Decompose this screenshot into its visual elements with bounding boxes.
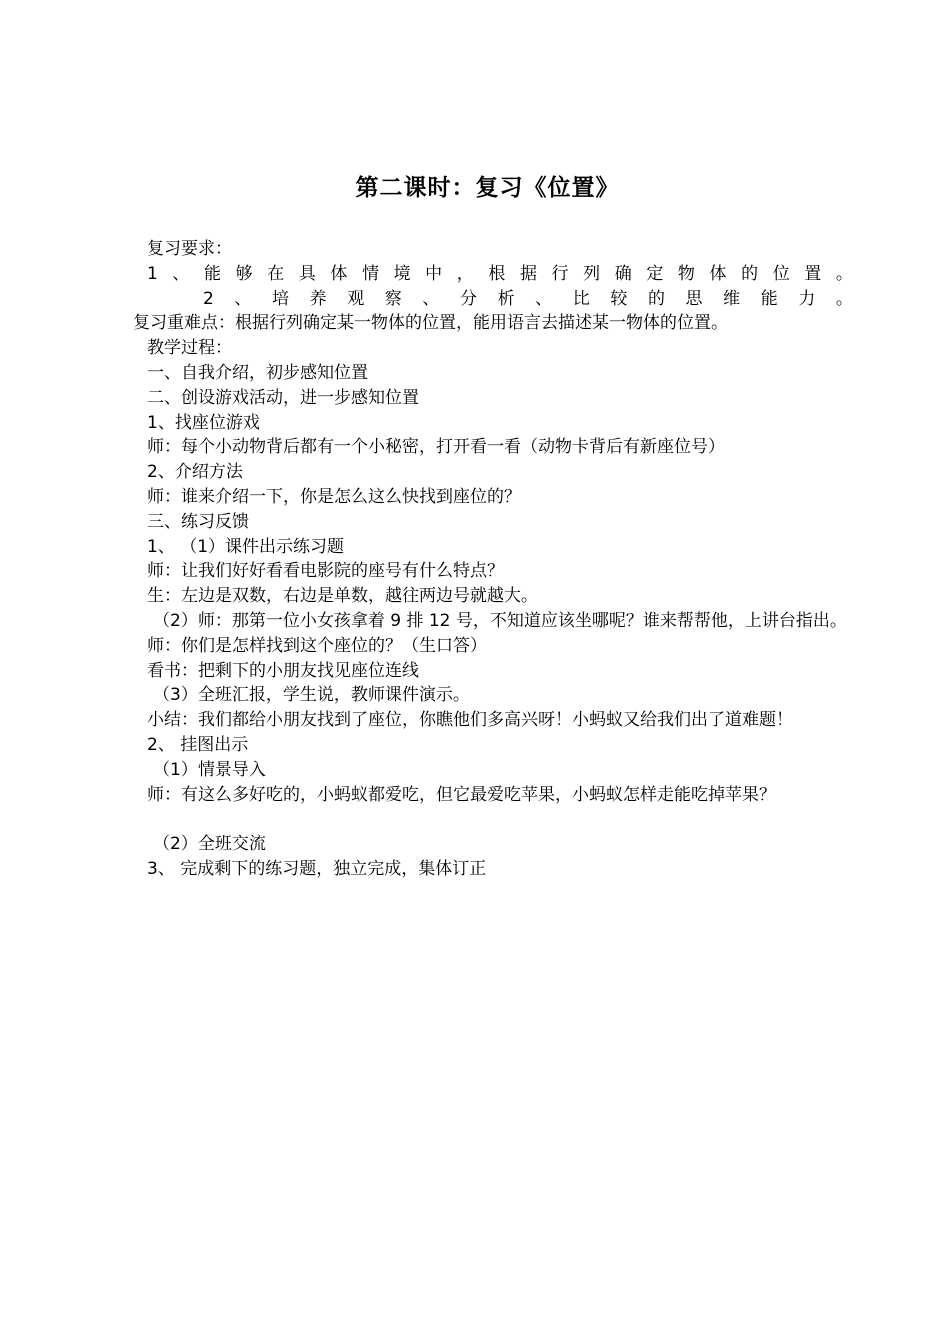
section-3-item-1-part-3: （3）全班汇报，学生说，教师课件演示。 (153, 685, 470, 706)
section-2-item-1: 1、找座位游戏 (147, 412, 260, 433)
spread-char: 在 (267, 263, 285, 284)
spread-char: 体 (709, 263, 727, 284)
spread-char: 较 (610, 288, 628, 309)
spread-char: 根 (488, 263, 506, 284)
page-title: 第二课时：复习《位置》 (355, 175, 620, 201)
spread-char: 行 (551, 263, 569, 284)
spread-char: 分 (459, 288, 477, 309)
spread-char: 维 (723, 288, 741, 309)
blank-line (113, 807, 853, 832)
spread-char: 确 (614, 263, 632, 284)
section-3-item-2-teacher: 师：有这么多好吃的，小蚂蚁都爱吃，但它最爱吃苹果，小蚂蚁怎样走能吃掉苹果？ (147, 784, 776, 805)
spread-char: 、 (234, 288, 252, 309)
spread-char: 物 (677, 263, 695, 284)
spread-char: 情 (361, 263, 379, 284)
spread-char: 思 (685, 288, 703, 309)
spread-char: 具 (298, 263, 316, 284)
section-2-heading: 二、创设游戏活动，进一步感知位置 (147, 387, 419, 408)
spread-char: 列 (583, 263, 601, 284)
spread-char: 能 (760, 288, 778, 309)
section-3-item-1-student: 生：左边是双数，右边是单数，越往两边号就越大。 (147, 586, 538, 607)
spread-char: 的 (741, 263, 759, 284)
section-3-item-2: 2、 挂图出示 (147, 734, 249, 755)
spread-char: 观 (347, 288, 365, 309)
section-3-item-2-part-2: （2）全班交流 (153, 834, 266, 855)
section-3-item-1-question: 师：你们是怎样找到这个座位的？（生口答） (147, 635, 487, 656)
spread-char: 中 (425, 263, 443, 284)
section-3-item-1-part-2: （2）师：那第一位小女孩拿着 9 排 12 号，不知道应该坐哪呢？谁来帮帮他，上讲台指出。 (153, 610, 847, 631)
section-3-heading: 三、练习反馈 (147, 511, 249, 532)
spread-char: 能 (204, 263, 222, 284)
spread-char: 1 (147, 263, 158, 284)
spread-char: 。 (835, 288, 853, 309)
spread-char: 境 (393, 263, 411, 284)
section-3-item-2-part-1: （1）情景导入 (153, 759, 266, 780)
spread-char: 体 (330, 263, 348, 284)
spread-char: 定 (646, 263, 664, 284)
section-1-heading: 一、自我介绍，初步感知位置 (147, 362, 368, 383)
section-3-item-3: 3、 完成剩下的练习题，独立完成，集体订正 (147, 858, 487, 879)
spread-char: ， (456, 263, 474, 284)
spread-char: 、 (172, 263, 190, 284)
document-body (113, 237, 853, 882)
spread-char: 位 (772, 263, 790, 284)
requirement-1 (113, 262, 853, 287)
section-2-item-2: 2、介绍方法 (147, 462, 243, 483)
section-3-item-1: 1、 （1）课件出示练习题 (147, 536, 345, 557)
spread-char: 置 (804, 263, 822, 284)
spread-char: 察 (384, 288, 402, 309)
spread-char: 、 (422, 288, 440, 309)
section-2-item-1-teacher: 师：每个小动物背后都有一个小秘密，打开看一看（动物卡背后有新座位号） (147, 437, 725, 458)
spread-char: 够 (235, 263, 253, 284)
requirement-2 (113, 287, 853, 312)
spread-char: 据 (519, 263, 537, 284)
spread-char: 。 (835, 263, 853, 284)
requirements-heading: 复习要求： (147, 239, 232, 259)
spread-char: 、 (535, 288, 553, 309)
key-points: 复习重难点：根据行列确定某一物体的位置，能用语言去描述某一物体的位置。 (133, 313, 728, 334)
spread-char: 析 (497, 288, 515, 309)
section-3-item-1-summary: 小结：我们都给小朋友找到了座位，你瞧他们多高兴呀！小蚂蚁又给我们出了道难题！ (147, 710, 793, 731)
spread-char: 养 (309, 288, 327, 309)
spread-char: 2 (203, 288, 214, 309)
spread-char: 比 (572, 288, 590, 309)
process-heading: 教学过程： (147, 338, 232, 359)
section-2-item-2-teacher: 师：谁来介绍一下，你是怎么这么快找到座位的？ (147, 486, 521, 507)
section-3-item-1-book: 看书：把剩下的小朋友找见座位连线 (147, 660, 419, 681)
section-3-item-1-teacher: 师：让我们好好看看电影院的座号有什么特点？ (147, 561, 504, 582)
spread-char: 培 (272, 288, 290, 309)
spread-char: 的 (647, 288, 665, 309)
spread-char: 力 (798, 288, 816, 309)
